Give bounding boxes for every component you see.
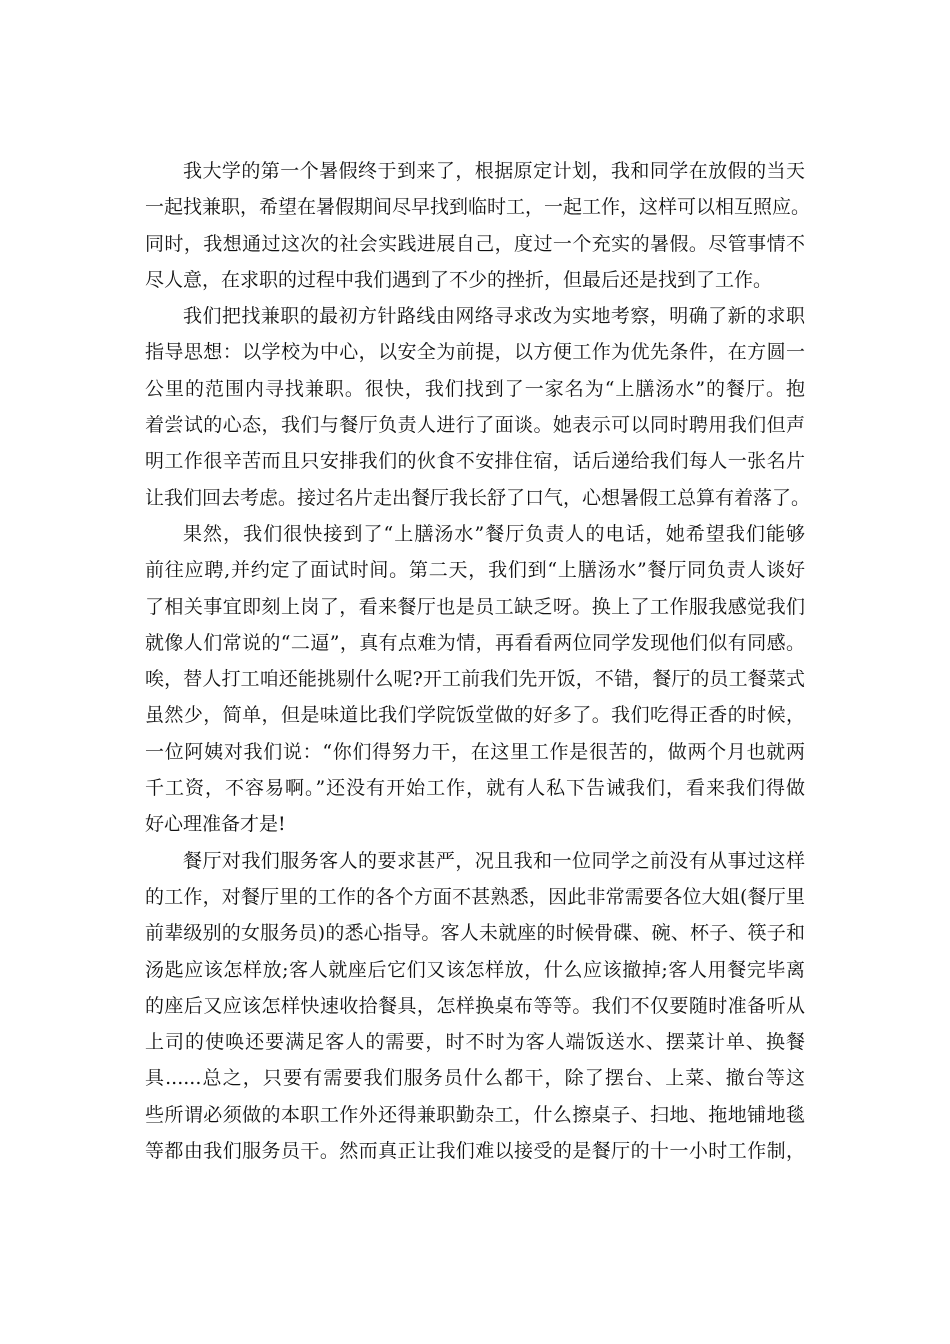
paragraph-line: 虽然少，简单，但是味道比我们学院饭堂做的好多了。我们吃得正香的时候，	[145, 704, 805, 727]
paragraph-line: 尽人意，在求职的过程中我们遇到了不少的挫折，但最后还是找到了工作。	[145, 268, 773, 291]
paragraph-line: 些所谓必须做的本职工作外还得兼职勤杂工，什么擦桌子、扫地、拖地铺地毯	[145, 1103, 805, 1126]
paragraph-line: 让我们回去考虑。接过名片走出餐厅我长舒了口气，心想暑假工总算有着落了。	[145, 486, 811, 509]
paragraph-line: 一位阿姨对我们说：“你们得努力干，在这里工作是很苦的，做两个月也就两	[145, 740, 805, 763]
paragraph-line: 着尝试的心态，我们与餐厅负责人进行了面谈。她表示可以同时聘用我们但声	[145, 414, 805, 437]
paragraph-line: 的工作，对餐厅里的工作的各个方面不甚熟悉，因此非常需要各位大姐(餐厅里	[145, 885, 805, 908]
paragraph-line: 等都由我们服务员干。然而真正让我们难以接受的是餐厅的十一小时工作制，	[145, 1140, 805, 1163]
paragraph-line: 公里的范围内寻找兼职。很快，我们找到了一家名为“上膳汤水”的餐厅。抱	[145, 377, 805, 400]
paragraph-line: 汤匙应该怎样放;客人就座后它们又该怎样放，什么应该撤掉;客人用餐完毕离	[145, 958, 805, 981]
paragraph-line: 上司的使唤还要满足客人的需要，时不时为客人端饭送水、摆菜计单、换餐	[145, 1031, 805, 1054]
paragraph-line: 餐厅对我们服务客人的要求甚严，况且我和一位同学之前没有从事过这样	[183, 849, 805, 872]
paragraph-line: 就像人们常说的“二逼”，真有点难为情，再看看两位同学发现他们似有同感。	[145, 631, 805, 654]
paragraph-line: 唉，替人打工咱还能挑剔什么呢?开工前我们先开饭，不错，餐厅的员工餐菜式	[145, 668, 805, 691]
paragraph-line: 好心理准备才是!	[145, 813, 286, 836]
document-body	[145, 153, 811, 1169]
paragraph-line: 我们把找兼职的最初方针路线由网络寻求改为实地考察，明确了新的求职	[183, 305, 805, 328]
paragraph-line: 一起找兼职，希望在暑假期间尽早找到临时工，一起工作，这样可以相互照应。	[145, 196, 811, 219]
paragraph-line: 明工作很辛苦而且只安排我们的伙食不安排住宿，话后递给我们每人一张名片	[145, 450, 805, 473]
paragraph-line: 了相关事宜即刻上岗了，看来餐厅也是员工缺乏呀。换上了工作服我感觉我们	[145, 595, 805, 618]
paragraph-line: 前辈级别的女服务员)的悉心指导。客人未就座的时候骨碟、碗、杯子、筷子和	[145, 922, 805, 945]
paragraph-line: 我大学的第一个暑假终于到来了，根据原定计划，我和同学在放假的当天	[183, 160, 805, 182]
paragraph-line: 前往应聘,并约定了面试时间。第二天，我们到“上膳汤水”餐厅同负责人谈好	[145, 559, 805, 582]
paragraph-line: 同时，我想通过这次的社会实践进展自己，度过一个充实的暑假。尽管事情不	[145, 232, 805, 255]
paragraph-line: 具......总之，只要有需要我们服务员什么都干，除了摆台、上菜、撤台等这	[145, 1067, 805, 1090]
paragraph-line: 果然，我们很快接到了“上膳汤水”餐厅负责人的电话，她希望我们能够	[183, 522, 805, 545]
paragraph-line: 千工资，不容易啊。”还没有开始工作，就有人私下告诫我们，看来我们得做	[145, 777, 805, 800]
paragraph-line: 指导思想：以学校为中心，以安全为前提，以方便工作为优先条件，在方圆一	[145, 341, 805, 364]
paragraph-line: 的座后又应该怎样快速收拾餐具，怎样换桌布等等。我们不仅要随时准备听从	[145, 994, 805, 1017]
